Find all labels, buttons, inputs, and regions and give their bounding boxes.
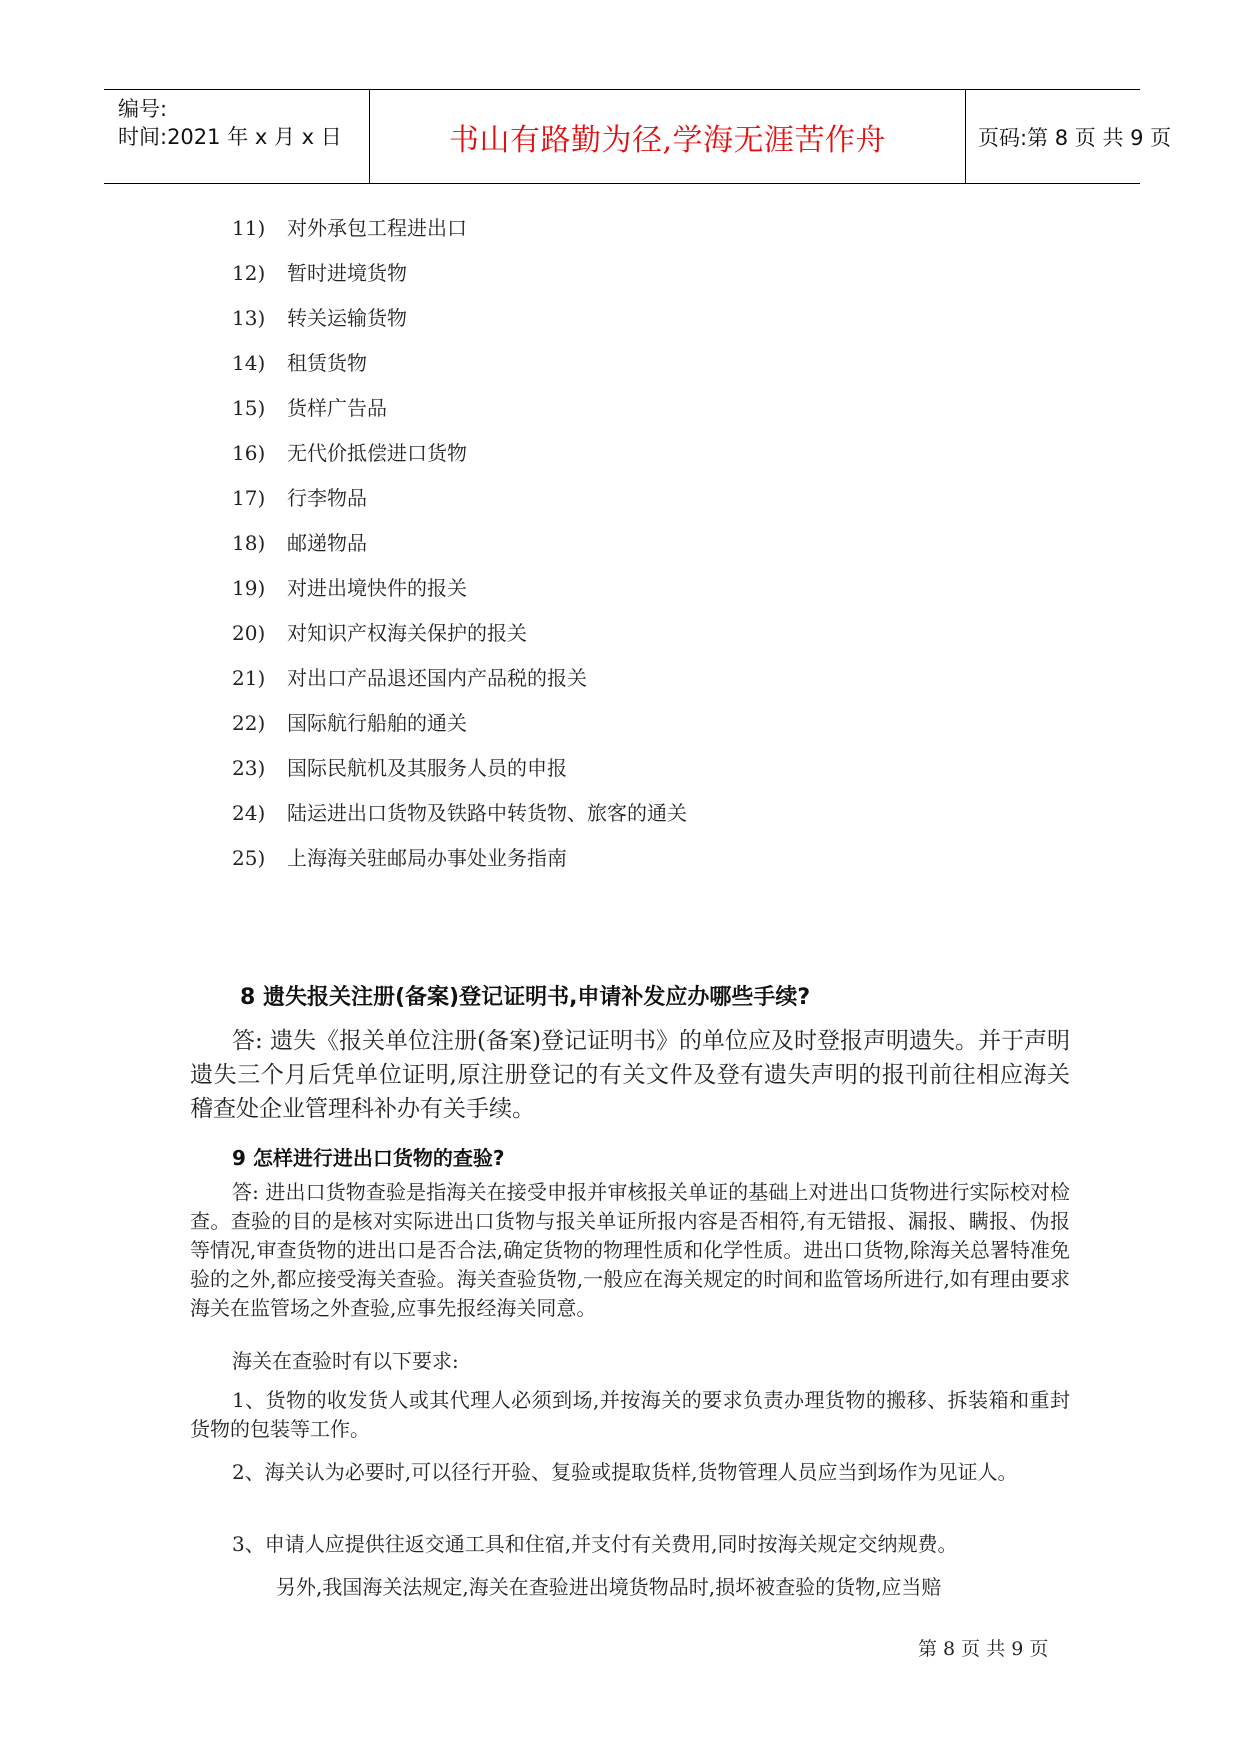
page-footer: 第 8 页 共 9 页 bbox=[918, 1638, 1049, 1660]
list-item bbox=[232, 257, 407, 287]
list-item-number: 15) bbox=[232, 396, 266, 420]
list-item bbox=[232, 347, 367, 377]
list-item-text: 无代价抵偿进口货物 bbox=[287, 441, 467, 465]
requirement-1: 1、货物的收发货人或其代理人必须到场,并按海关的要求负责办理货物的搬移、拆装箱和重封货物的包装等工作。 bbox=[190, 1388, 1070, 1441]
list-item-text: 国际航行船舶的通关 bbox=[287, 711, 467, 735]
list-item-text: 陆运进出口货物及铁路中转货物、旅客的通关 bbox=[287, 801, 687, 825]
header-motto: 书山有路勤为径,学海无涯苦作舟 bbox=[448, 122, 887, 158]
list-item-number: 25) bbox=[232, 846, 266, 870]
question-9-answer: 答: 进出口货物查验是指海关在接受申报并审核报关单证的基础上对进出口货物进行实际校对检查。查验的目的是核对实际进出口货物与报关单证所报内容是否相符,有无错报、漏报、瞒报、伪报等情况,审查货物的进出口是否合法,确定货物的物理性质和化学性质。进出口货物,除海关总署特准免验的之外,都应接受海关查验。海关查验货物,一般应在海关规定的时间和监管场所进行,如有理由要求海关在监管场之外查验,应事先报经海关同意。 bbox=[190, 1180, 1070, 1320]
list-item bbox=[232, 482, 367, 512]
requirements-intro: 海关在查验时有以下要求: bbox=[232, 1349, 459, 1373]
header-number-label: 编号: bbox=[118, 97, 168, 121]
list-item-number: 20) bbox=[232, 621, 266, 645]
question-8-answer: 答: 遗失《报关单位注册(备案)登记证明书》的单位应及时登报声明遗失。并于声明遗失三个月后凭单位证明,原注册登记的有关文件及登有遗失声明的报刊前往相应海关稽查处企业管理科补办有关手续。 bbox=[190, 1028, 1071, 1122]
list-item bbox=[232, 617, 527, 647]
list-item-number: 17) bbox=[232, 486, 266, 510]
list-item-number: 13) bbox=[232, 306, 266, 330]
list-item-text: 对外承包工程进出口 bbox=[287, 216, 467, 240]
list-item-number: 18) bbox=[232, 531, 266, 555]
header-page-cell bbox=[966, 90, 1172, 183]
requirement-3: 3、申请人应提供往返交通工具和住宿,并支付有关费用,同时按海关规定交纳规费。 bbox=[232, 1532, 958, 1556]
question-8-heading: 8 遗失报关注册(备案)登记证明书,申请补发应办哪些手续? bbox=[240, 985, 811, 1010]
list-item bbox=[232, 302, 407, 332]
list-item bbox=[232, 707, 467, 737]
header-time-label: 时间:2021 年 x 月 x 日 bbox=[118, 125, 342, 149]
list-item bbox=[232, 662, 587, 692]
list-item-text: 对进出境快件的报关 bbox=[287, 576, 467, 600]
header-left-cell bbox=[104, 90, 370, 183]
list-item-number: 12) bbox=[232, 261, 266, 285]
list-item-number: 23) bbox=[232, 756, 266, 780]
header-page-label: 页码:第 8 页 共 9 页 bbox=[978, 125, 1172, 150]
list-item bbox=[232, 392, 387, 422]
list-item bbox=[232, 527, 367, 557]
list-item-text: 对知识产权海关保护的报关 bbox=[287, 621, 527, 645]
additional-note: 另外,我国海关法规定,海关在查验进出境货物品时,损坏被查验的货物,应当赔 bbox=[276, 1575, 942, 1599]
list-item bbox=[232, 752, 567, 782]
list-item-text: 行李物品 bbox=[287, 486, 367, 510]
question-9-heading: 9 怎样进行进出口货物的查验? bbox=[232, 1146, 505, 1170]
list-item-text: 邮递物品 bbox=[287, 531, 367, 555]
list-item-text: 租赁货物 bbox=[287, 351, 367, 375]
list-item-number: 11) bbox=[232, 216, 266, 240]
list-item bbox=[232, 572, 467, 602]
page-header bbox=[104, 89, 1172, 184]
list-item bbox=[232, 212, 467, 242]
requirement-2: 2、海关认为必要时,可以径行开验、复验或提取货样,货物管理人员应当到场作为见证人。 bbox=[232, 1460, 1018, 1484]
list-item-text: 货样广告品 bbox=[287, 396, 387, 420]
list-item-number: 14) bbox=[232, 351, 266, 375]
list-item-number: 22) bbox=[232, 711, 266, 735]
list-item-number: 24) bbox=[232, 801, 266, 825]
list-item bbox=[232, 842, 567, 872]
list-item-text: 上海海关驻邮局办事处业务指南 bbox=[287, 846, 567, 870]
list-item-number: 19) bbox=[232, 576, 266, 600]
list-item-text: 对出口产品退还国内产品税的报关 bbox=[287, 666, 587, 690]
list-item-number: 16) bbox=[232, 441, 266, 465]
list-item-text: 暂时进境货物 bbox=[287, 261, 407, 285]
list-item-text: 转关运输货物 bbox=[287, 306, 407, 330]
header-motto-cell bbox=[370, 90, 966, 183]
list-item-text: 国际民航机及其服务人员的申报 bbox=[287, 756, 567, 780]
list-item-number: 21) bbox=[232, 666, 266, 690]
list-item bbox=[232, 797, 687, 827]
list-item bbox=[232, 437, 467, 467]
